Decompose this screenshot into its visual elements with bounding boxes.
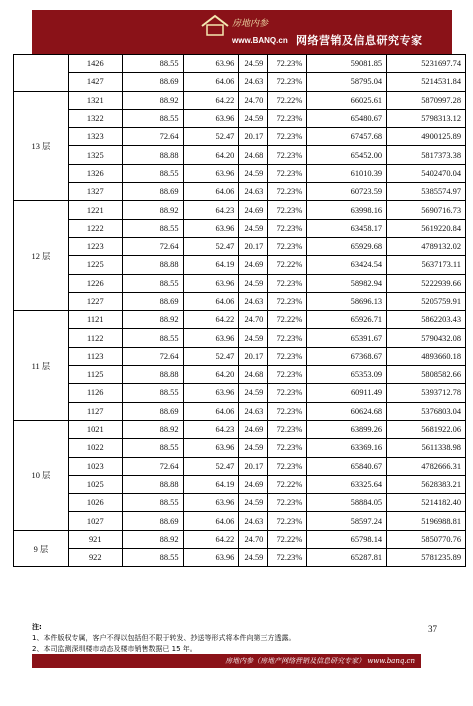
efficiency-rate: 72.23% [268, 292, 307, 310]
room-number: 1026 [68, 494, 122, 512]
unit-price-table [13, 54, 466, 567]
total-price: 5870997.28 [387, 91, 466, 109]
table-row [14, 494, 466, 512]
floor-label: 10 层 [14, 420, 69, 530]
room-number: 1125 [68, 366, 122, 384]
building-area: 72.64 [122, 347, 183, 365]
inner-area: 64.06 [183, 73, 239, 91]
building-area: 88.55 [122, 109, 183, 127]
table-row [14, 475, 466, 493]
inner-area: 63.96 [183, 439, 239, 457]
table-row [14, 274, 466, 292]
shared-area: 24.59 [239, 494, 268, 512]
total-price: 5196988.81 [387, 512, 466, 530]
building-area: 88.92 [122, 420, 183, 438]
room-number: 1022 [68, 439, 122, 457]
inner-area: 63.96 [183, 55, 239, 73]
inner-area: 64.06 [183, 292, 239, 310]
building-area: 88.92 [122, 530, 183, 548]
building-area: 88.92 [122, 201, 183, 219]
inner-area: 64.20 [183, 146, 239, 164]
table-body [14, 55, 466, 567]
inner-area: 64.19 [183, 256, 239, 274]
inner-area: 64.20 [183, 366, 239, 384]
shared-area: 24.69 [239, 475, 268, 493]
unit-price: 63998.16 [307, 201, 387, 219]
efficiency-rate: 72.22% [268, 311, 307, 329]
room-number: 1222 [68, 219, 122, 237]
shared-area: 24.69 [239, 256, 268, 274]
house-logo-icon [200, 14, 230, 36]
table-row [14, 109, 466, 127]
shared-area: 24.63 [239, 73, 268, 91]
inner-area: 63.96 [183, 384, 239, 402]
efficiency-rate: 72.23% [268, 457, 307, 475]
building-area: 72.64 [122, 237, 183, 255]
room-number: 1127 [68, 402, 122, 420]
shared-area: 24.68 [239, 146, 268, 164]
floor-label: 13 层 [14, 91, 69, 201]
table-row [14, 91, 466, 109]
inner-area: 64.06 [183, 512, 239, 530]
efficiency-rate: 72.23% [268, 128, 307, 146]
total-price: 5781235.89 [387, 549, 466, 567]
total-price: 4900125.89 [387, 128, 466, 146]
total-price: 5817373.38 [387, 146, 466, 164]
room-number: 1126 [68, 384, 122, 402]
building-area: 88.69 [122, 73, 183, 91]
room-number: 1226 [68, 274, 122, 292]
room-number: 1321 [68, 91, 122, 109]
building-area: 88.55 [122, 219, 183, 237]
table-row [14, 256, 466, 274]
unit-price: 63424.54 [307, 256, 387, 274]
inner-area: 63.96 [183, 329, 239, 347]
unit-price: 61010.39 [307, 164, 387, 182]
table-row [14, 201, 466, 219]
shared-area: 24.59 [239, 439, 268, 457]
efficiency-rate: 72.23% [268, 329, 307, 347]
table-row [14, 457, 466, 475]
room-number: 1021 [68, 420, 122, 438]
unit-price: 65391.67 [307, 329, 387, 347]
shared-area: 24.59 [239, 219, 268, 237]
shared-area: 20.17 [239, 347, 268, 365]
inner-area: 63.96 [183, 164, 239, 182]
floor-label: 11 层 [14, 311, 69, 421]
room-number: 922 [68, 549, 122, 567]
note-line-1: 1、本件版权专属，客户不得以包括但不限于转发、抄送等形式将本件向第三方透露。 [32, 634, 296, 642]
table-row [14, 73, 466, 91]
note-line-2: 2、本司监测深圳楼市动态及楼市销售数据已 15 年。 [32, 645, 197, 653]
building-area: 88.55 [122, 55, 183, 73]
building-area: 88.88 [122, 256, 183, 274]
shared-area: 24.59 [239, 164, 268, 182]
room-number: 1323 [68, 128, 122, 146]
shared-area: 24.70 [239, 530, 268, 548]
inner-area: 64.23 [183, 420, 239, 438]
inner-area: 63.96 [183, 274, 239, 292]
table-row [14, 146, 466, 164]
building-area: 88.55 [122, 274, 183, 292]
shared-area: 24.70 [239, 311, 268, 329]
unit-price: 63369.16 [307, 439, 387, 457]
building-area: 88.55 [122, 439, 183, 457]
inner-area: 52.47 [183, 128, 239, 146]
unit-price: 58884.05 [307, 494, 387, 512]
room-number: 1027 [68, 512, 122, 530]
efficiency-rate: 72.23% [268, 219, 307, 237]
shared-area: 20.17 [239, 128, 268, 146]
shared-area: 24.59 [239, 329, 268, 347]
room-number: 1427 [68, 73, 122, 91]
efficiency-rate: 72.23% [268, 55, 307, 73]
header-banner [32, 10, 452, 54]
building-area: 88.69 [122, 512, 183, 530]
total-price: 5205759.91 [387, 292, 466, 310]
shared-area: 24.63 [239, 512, 268, 530]
efficiency-rate: 72.23% [268, 402, 307, 420]
inner-area: 64.23 [183, 201, 239, 219]
building-area: 88.88 [122, 475, 183, 493]
room-number: 1225 [68, 256, 122, 274]
unit-price: 65798.14 [307, 530, 387, 548]
table-row [14, 329, 466, 347]
efficiency-rate: 72.23% [268, 512, 307, 530]
total-price: 5222939.66 [387, 274, 466, 292]
room-number: 1121 [68, 311, 122, 329]
total-price: 5393712.78 [387, 384, 466, 402]
total-price: 5214182.40 [387, 494, 466, 512]
efficiency-rate: 72.23% [268, 274, 307, 292]
brand-title: 网络营销及信息研究专家 [296, 34, 423, 47]
total-price: 5798313.12 [387, 109, 466, 127]
unit-price: 60624.68 [307, 402, 387, 420]
building-area: 72.64 [122, 128, 183, 146]
building-area: 88.55 [122, 549, 183, 567]
unit-price: 59081.85 [307, 55, 387, 73]
table-row [14, 128, 466, 146]
room-number: 1122 [68, 329, 122, 347]
efficiency-rate: 72.22% [268, 475, 307, 493]
building-area: 88.55 [122, 494, 183, 512]
total-price: 5862203.43 [387, 311, 466, 329]
room-number: 1327 [68, 183, 122, 201]
building-area: 88.69 [122, 292, 183, 310]
efficiency-rate: 72.22% [268, 256, 307, 274]
inner-area: 64.22 [183, 91, 239, 109]
room-number: 1426 [68, 55, 122, 73]
building-area: 88.55 [122, 329, 183, 347]
building-area: 88.55 [122, 164, 183, 182]
efficiency-rate: 72.23% [268, 549, 307, 567]
table-row [14, 439, 466, 457]
total-price: 5402470.04 [387, 164, 466, 182]
unit-price: 58795.04 [307, 73, 387, 91]
inner-area: 52.47 [183, 457, 239, 475]
floor-label: 9 层 [14, 530, 69, 567]
total-price: 5690716.73 [387, 201, 466, 219]
shared-area: 24.69 [239, 420, 268, 438]
inner-area: 63.96 [183, 109, 239, 127]
total-price: 5385574.97 [387, 183, 466, 201]
table-row [14, 530, 466, 548]
unit-price: 67457.68 [307, 128, 387, 146]
efficiency-rate: 72.23% [268, 384, 307, 402]
room-number: 1123 [68, 347, 122, 365]
table-row [14, 549, 466, 567]
total-price: 5611338.98 [387, 439, 466, 457]
building-area: 72.64 [122, 457, 183, 475]
footnote [32, 622, 422, 655]
efficiency-rate: 72.23% [268, 366, 307, 384]
total-price: 5808582.66 [387, 366, 466, 384]
table-row [14, 402, 466, 420]
table-row [14, 183, 466, 201]
total-price: 5637173.11 [387, 256, 466, 274]
inner-area: 63.96 [183, 219, 239, 237]
shared-area: 24.63 [239, 402, 268, 420]
inner-area: 64.19 [183, 475, 239, 493]
building-area: 88.69 [122, 402, 183, 420]
total-price: 5681922.06 [387, 420, 466, 438]
table-row [14, 55, 466, 73]
total-price: 5376803.04 [387, 402, 466, 420]
unit-price: 65929.68 [307, 237, 387, 255]
brand-url: www.BANQ.cn [232, 36, 288, 45]
total-price: 5850770.76 [387, 530, 466, 548]
table-row [14, 384, 466, 402]
page-number: 37 [428, 624, 437, 634]
efficiency-rate: 72.23% [268, 73, 307, 91]
total-price: 5231697.74 [387, 55, 466, 73]
shared-area: 24.63 [239, 292, 268, 310]
unit-price: 67368.67 [307, 347, 387, 365]
table-row [14, 347, 466, 365]
room-number: 1325 [68, 146, 122, 164]
brand-name: 房地内参 [232, 19, 269, 29]
total-price: 4782666.31 [387, 457, 466, 475]
room-number: 1326 [68, 164, 122, 182]
room-number: 1322 [68, 109, 122, 127]
table-row [14, 420, 466, 438]
shared-area: 24.68 [239, 366, 268, 384]
efficiency-rate: 72.23% [268, 201, 307, 219]
floor-label [14, 55, 69, 92]
room-number: 1023 [68, 457, 122, 475]
table-row [14, 292, 466, 310]
table-row [14, 311, 466, 329]
table-row [14, 219, 466, 237]
inner-area: 52.47 [183, 347, 239, 365]
unit-price: 63325.64 [307, 475, 387, 493]
shared-area: 24.59 [239, 55, 268, 73]
inner-area: 63.96 [183, 549, 239, 567]
efficiency-rate: 72.23% [268, 439, 307, 457]
total-price: 5214531.84 [387, 73, 466, 91]
shared-area: 24.59 [239, 384, 268, 402]
shared-area: 20.17 [239, 237, 268, 255]
efficiency-rate: 72.23% [268, 183, 307, 201]
table-row [14, 164, 466, 182]
inner-area: 64.22 [183, 311, 239, 329]
total-price: 5790432.08 [387, 329, 466, 347]
table-row [14, 237, 466, 255]
efficiency-rate: 72.23% [268, 347, 307, 365]
room-number: 1221 [68, 201, 122, 219]
shared-area: 24.70 [239, 91, 268, 109]
unit-price: 66025.61 [307, 91, 387, 109]
efficiency-rate: 72.23% [268, 420, 307, 438]
room-number: 1227 [68, 292, 122, 310]
building-area: 88.92 [122, 311, 183, 329]
inner-area: 63.96 [183, 494, 239, 512]
inner-area: 64.22 [183, 530, 239, 548]
building-area: 88.88 [122, 366, 183, 384]
unit-price: 65480.67 [307, 109, 387, 127]
efficiency-rate: 72.23% [268, 146, 307, 164]
unit-price: 63458.17 [307, 219, 387, 237]
inner-area: 64.06 [183, 183, 239, 201]
unit-price: 65840.67 [307, 457, 387, 475]
shared-area: 24.63 [239, 183, 268, 201]
unit-price: 60911.49 [307, 384, 387, 402]
shared-area: 24.59 [239, 109, 268, 127]
unit-price: 65926.71 [307, 311, 387, 329]
efficiency-rate: 72.23% [268, 237, 307, 255]
table-row [14, 512, 466, 530]
unit-price: 60723.59 [307, 183, 387, 201]
table-row [14, 366, 466, 384]
unit-price: 65452.00 [307, 146, 387, 164]
building-area: 88.92 [122, 91, 183, 109]
unit-price: 58597.24 [307, 512, 387, 530]
efficiency-rate: 72.22% [268, 91, 307, 109]
total-price: 5619220.84 [387, 219, 466, 237]
total-price: 4789132.02 [387, 237, 466, 255]
shared-area: 24.59 [239, 274, 268, 292]
shared-area: 24.59 [239, 549, 268, 567]
room-number: 1223 [68, 237, 122, 255]
footer-bar: 房地内参（房地产网络营销及信息研究专家） www.banq.cn [32, 654, 421, 668]
note-title: 注: [32, 623, 42, 631]
efficiency-rate: 72.23% [268, 109, 307, 127]
building-area: 88.88 [122, 146, 183, 164]
total-price: 5628383.21 [387, 475, 466, 493]
unit-price: 58696.13 [307, 292, 387, 310]
efficiency-rate: 72.23% [268, 164, 307, 182]
unit-price: 65287.81 [307, 549, 387, 567]
inner-area: 64.06 [183, 402, 239, 420]
efficiency-rate: 72.22% [268, 530, 307, 548]
room-number: 921 [68, 530, 122, 548]
floor-label: 12 层 [14, 201, 69, 311]
inner-area: 52.47 [183, 237, 239, 255]
unit-price: 58982.94 [307, 274, 387, 292]
shared-area: 20.17 [239, 457, 268, 475]
building-area: 88.69 [122, 183, 183, 201]
building-area: 88.55 [122, 384, 183, 402]
shared-area: 24.69 [239, 201, 268, 219]
unit-price: 63899.26 [307, 420, 387, 438]
efficiency-rate: 72.23% [268, 494, 307, 512]
room-number: 1025 [68, 475, 122, 493]
unit-price: 65353.09 [307, 366, 387, 384]
total-price: 4893660.18 [387, 347, 466, 365]
